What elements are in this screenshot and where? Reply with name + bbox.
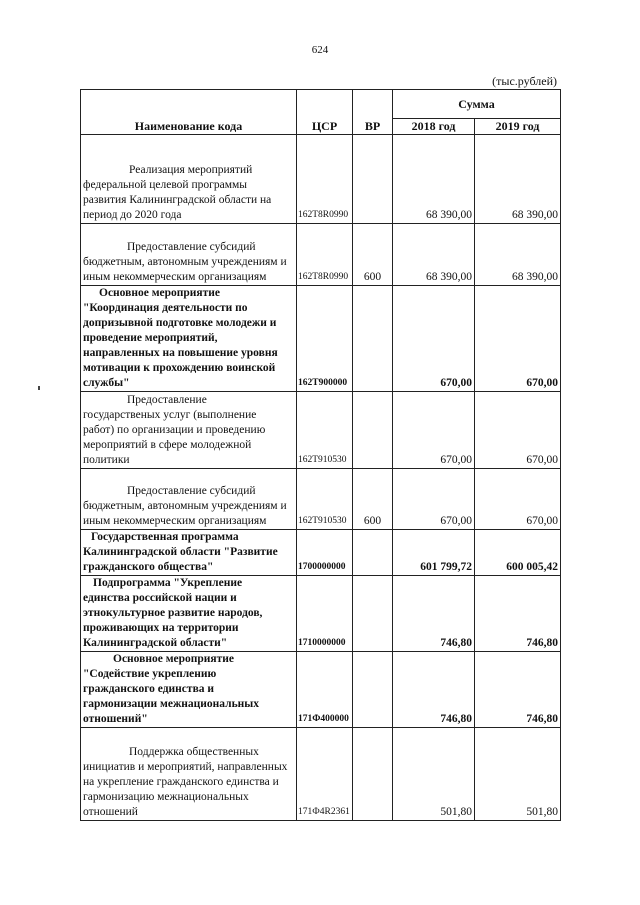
row-vr (353, 135, 393, 224)
header-csr: ЦСР (297, 90, 353, 135)
row-name: Основное мероприятие "Содействие укреплению гражданского единства и гармонизации межнациональных отношений" (81, 652, 297, 728)
row-2018: 68 390,00 (393, 135, 475, 224)
table-row (81, 224, 561, 286)
page-number: 624 (311, 44, 329, 56)
row-csr: 162T8R0990 (297, 224, 353, 286)
row-2019: 670,00 (475, 286, 561, 392)
table-row (81, 728, 561, 821)
row-2018: 501,80 (393, 728, 475, 821)
row-2018: 746,80 (393, 576, 475, 652)
row-vr (353, 576, 393, 652)
row-2019: 68 390,00 (475, 135, 561, 224)
row-vr (353, 728, 393, 821)
row-name: Предоставление государственых услуг (выполнение работ) по организации и проведению мероприятий в сфере молодежной политики (81, 392, 297, 469)
header-2018: 2018 год (393, 119, 475, 135)
table-row (81, 135, 561, 224)
table-row (81, 652, 561, 728)
row-2019: 670,00 (475, 469, 561, 530)
row-vr (353, 286, 393, 392)
row-vr (353, 530, 393, 576)
row-vr: 600 (353, 469, 393, 530)
table-row (81, 530, 561, 576)
table-row (81, 286, 561, 392)
table-row (81, 576, 561, 652)
row-2019: 600 005,42 (475, 530, 561, 576)
table-row (81, 469, 561, 530)
row-name: Основное мероприятие "Координация деятельности по допризывной подготовке молодежи и проведение мероприятий, направленных на повышение уровня мотивации к прохождению воинской службы" (81, 286, 297, 392)
row-2018: 670,00 (393, 392, 475, 469)
row-2018: 746,80 (393, 652, 475, 728)
row-2019: 746,80 (475, 576, 561, 652)
row-csr: 162T910530 (297, 469, 353, 530)
row-csr: 1700000000 (297, 530, 353, 576)
scan-artifact (38, 386, 40, 390)
header-sum: Сумма (393, 90, 561, 119)
row-csr: 171Ф4R2361 (297, 728, 353, 821)
budget-table (80, 89, 561, 821)
table-row (81, 392, 561, 469)
row-name: Предоставление субсидий бюджетным, автономным учреждениям и иным некоммерческим организациям (81, 469, 297, 530)
row-2018: 670,00 (393, 469, 475, 530)
row-name: Предоставление субсидий бюджетным, автономным учреждениям и иным некоммерческим организациям (81, 224, 297, 286)
row-csr: 162T8R0990 (297, 135, 353, 224)
row-2018: 601 799,72 (393, 530, 475, 576)
row-csr: 171Ф400000 (297, 652, 353, 728)
row-vr (353, 392, 393, 469)
row-csr: 162T910530 (297, 392, 353, 469)
row-name: Подпрограмма "Укрепление единства российской нации и этнокультурное развитие народов, проживающих на территории Калининградской области" (81, 576, 297, 652)
row-2019: 501,80 (475, 728, 561, 821)
row-name: Государственная программа Калининградской области "Развитие гражданского общества" (81, 530, 297, 576)
row-vr: 600 (353, 224, 393, 286)
row-2018: 68 390,00 (393, 224, 475, 286)
row-2019: 670,00 (475, 392, 561, 469)
row-vr (353, 652, 393, 728)
units-label: (тыс.рублей) (492, 74, 557, 88)
row-2018: 670,00 (393, 286, 475, 392)
row-name: Поддержка общественных инициатив и мероприятий, направленных на укрепление гражданского единства и гармонизацию межнациональных отношений (81, 728, 297, 821)
header-name: Наименование кода (81, 90, 297, 135)
header-vr: ВР (353, 90, 393, 135)
row-csr: 162T900000 (297, 286, 353, 392)
row-name: Реализация мероприятий федеральной целевой программы развития Калининградской области на период до 2020 года (81, 135, 297, 224)
row-2019: 68 390,00 (475, 224, 561, 286)
row-csr: 1710000000 (297, 576, 353, 652)
header-2019: 2019 год (475, 119, 561, 135)
row-2019: 746,80 (475, 652, 561, 728)
